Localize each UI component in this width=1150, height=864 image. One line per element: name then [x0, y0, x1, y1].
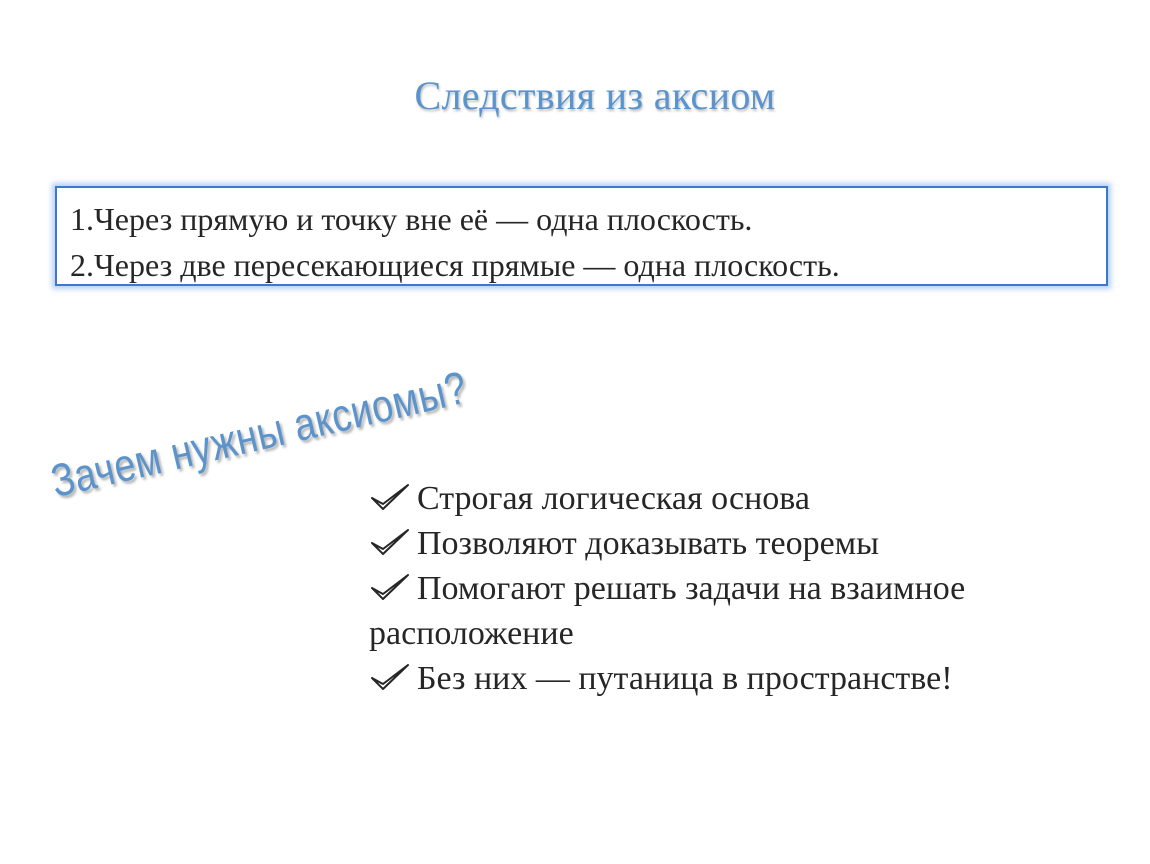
- corollaries-box: [55, 186, 1108, 286]
- reason-item: [369, 566, 1069, 656]
- slide-title: Следствия из аксиом: [414, 73, 776, 118]
- reason-item: [369, 476, 1069, 521]
- reason-text: Без них — путаница в пространстве!: [417, 660, 953, 697]
- check-icon: [369, 572, 411, 602]
- corollary-item: 1.Через прямую и точку вне её — одна плоскость.: [70, 201, 753, 237]
- reason-text: Помогают решать задачи на взаимное расположение: [369, 570, 966, 652]
- why-heading: Зачем нужны аксиомы?: [46, 360, 472, 508]
- check-icon: [369, 662, 411, 692]
- check-icon: [369, 482, 411, 512]
- reason-text: Строгая логическая основа: [417, 480, 810, 517]
- reason-item: [369, 521, 1069, 566]
- corollary-item: 2.Через две пересекающиеся прямые — одна плоскость.: [70, 247, 840, 283]
- reason-text: Позволяют доказывать теоремы: [417, 525, 880, 562]
- check-icon: [369, 527, 411, 557]
- reason-item: [369, 656, 1069, 701]
- reasons-list: [369, 476, 1069, 701]
